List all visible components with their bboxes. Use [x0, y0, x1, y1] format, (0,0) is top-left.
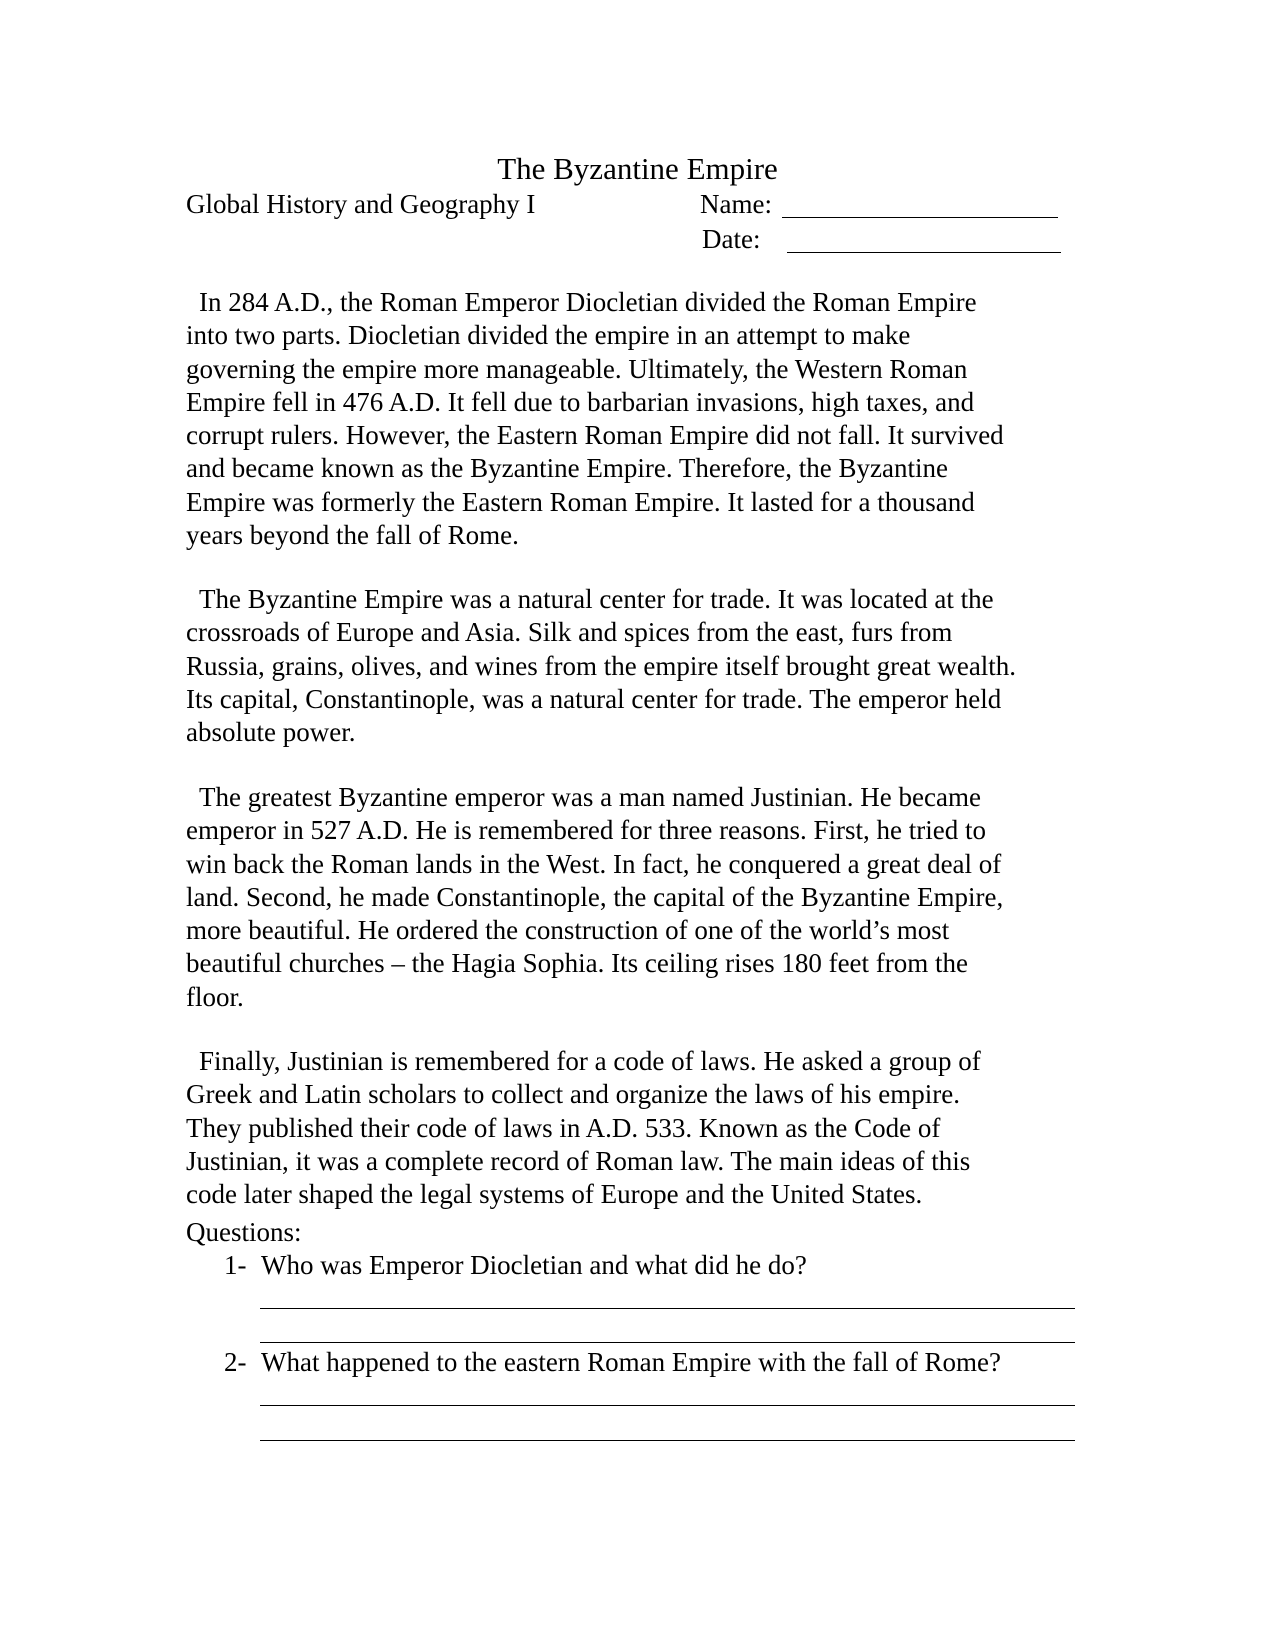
- questions-heading: Questions:: [186, 1217, 302, 1247]
- paragraph-line: code later shaped the legal systems of Europe and the United States.: [186, 1179, 923, 1210]
- paragraph-line: Greek and Latin scholars to collect and organize the laws of his empire.: [186, 1079, 960, 1110]
- paragraph-line: land. Second, he made Constantinople, the capital of the Byzantine Empire,: [186, 881, 1004, 912]
- paragraph-line: Justinian, it was a complete record of Roman law. The main ideas of this: [186, 1145, 971, 1176]
- paragraph-line: In 284 A.D., the Roman Emperor Diocletian divided the Roman Empire: [199, 287, 977, 317]
- paragraph-line: The Byzantine Empire was a natural center for trade. It was located at the: [199, 584, 994, 614]
- question-text: What happened to the eastern Roman Empire with the fall of Rome?: [261, 1347, 1002, 1377]
- question-text: Who was Emperor Diocletian and what did he do?: [261, 1250, 807, 1280]
- page-title: The Byzantine Empire: [497, 151, 778, 186]
- paragraph-3: [186, 781, 1096, 1014]
- paragraph-line: The greatest Byzantine emperor was a man named Justinian. He became: [199, 782, 981, 812]
- paragraph-line: They published their code of laws in A.D. 533. Known as the Code of: [186, 1112, 941, 1143]
- question-number: 2-: [224, 1347, 247, 1377]
- paragraph-line: into two parts. Diocletian divided the empire in an attempt to make: [186, 320, 911, 351]
- answer-line-2a[interactable]: [260, 1405, 1075, 1406]
- answer-line-1a[interactable]: [260, 1308, 1075, 1309]
- paragraph-line: Empire fell in 476 A.D. It fell due to barbarian invasions, high taxes, and: [186, 386, 975, 417]
- question-2: [224, 1346, 1001, 1379]
- question-number: 1-: [224, 1250, 247, 1280]
- paragraph-line: Russia, grains, olives, and wines from the empire itself brought great wealth.: [186, 650, 1017, 681]
- paragraph-line: and became known as the Byzantine Empire. Therefore, the Byzantine: [186, 453, 948, 484]
- answer-line-2b[interactable]: [260, 1440, 1075, 1441]
- paragraph-line: win back the Roman lands in the West. In fact, he conquered a great deal of: [186, 848, 1002, 879]
- paragraph-1: [186, 286, 1096, 552]
- paragraph-2: [186, 583, 1096, 749]
- paragraph-line: Finally, Justinian is remembered for a code of laws. He asked a group of: [199, 1046, 981, 1076]
- name-label: Name:: [700, 189, 772, 219]
- paragraph-line: emperor in 527 A.D. He is remembered for three reasons. First, he tried to: [186, 815, 987, 846]
- paragraph-line: beautiful churches – the Hagia Sophia. Its ceiling rises 180 feet from the: [186, 948, 969, 979]
- paragraph-line: absolute power.: [186, 717, 356, 748]
- answer-line-1b[interactable]: [260, 1342, 1075, 1343]
- date-label: Date:: [702, 224, 761, 254]
- paragraph-line: governing the empire more manageable. Ultimately, the Western Roman: [186, 353, 968, 384]
- paragraph-line: Its capital, Constantinople, was a natural center for trade. The emperor held: [186, 683, 1002, 714]
- paragraph-line: years beyond the fall of Rome.: [186, 520, 519, 551]
- date-field[interactable]: [787, 252, 1061, 253]
- paragraph-4: [186, 1045, 1096, 1211]
- paragraph-line: crossroads of Europe and Asia. Silk and spices from the east, furs from: [186, 617, 953, 648]
- name-field[interactable]: [782, 217, 1058, 218]
- paragraph-line: more beautiful. He ordered the construction of one of the world’s most: [186, 915, 950, 946]
- course-name: Global History and Geography I: [186, 189, 536, 219]
- paragraph-line: floor.: [186, 981, 244, 1012]
- paragraph-line: corrupt rulers. However, the Eastern Roman Empire did not fall. It survived: [186, 420, 1004, 451]
- question-1: [224, 1249, 807, 1282]
- paragraph-line: Empire was formerly the Eastern Roman Empire. It lasted for a thousand: [186, 486, 975, 517]
